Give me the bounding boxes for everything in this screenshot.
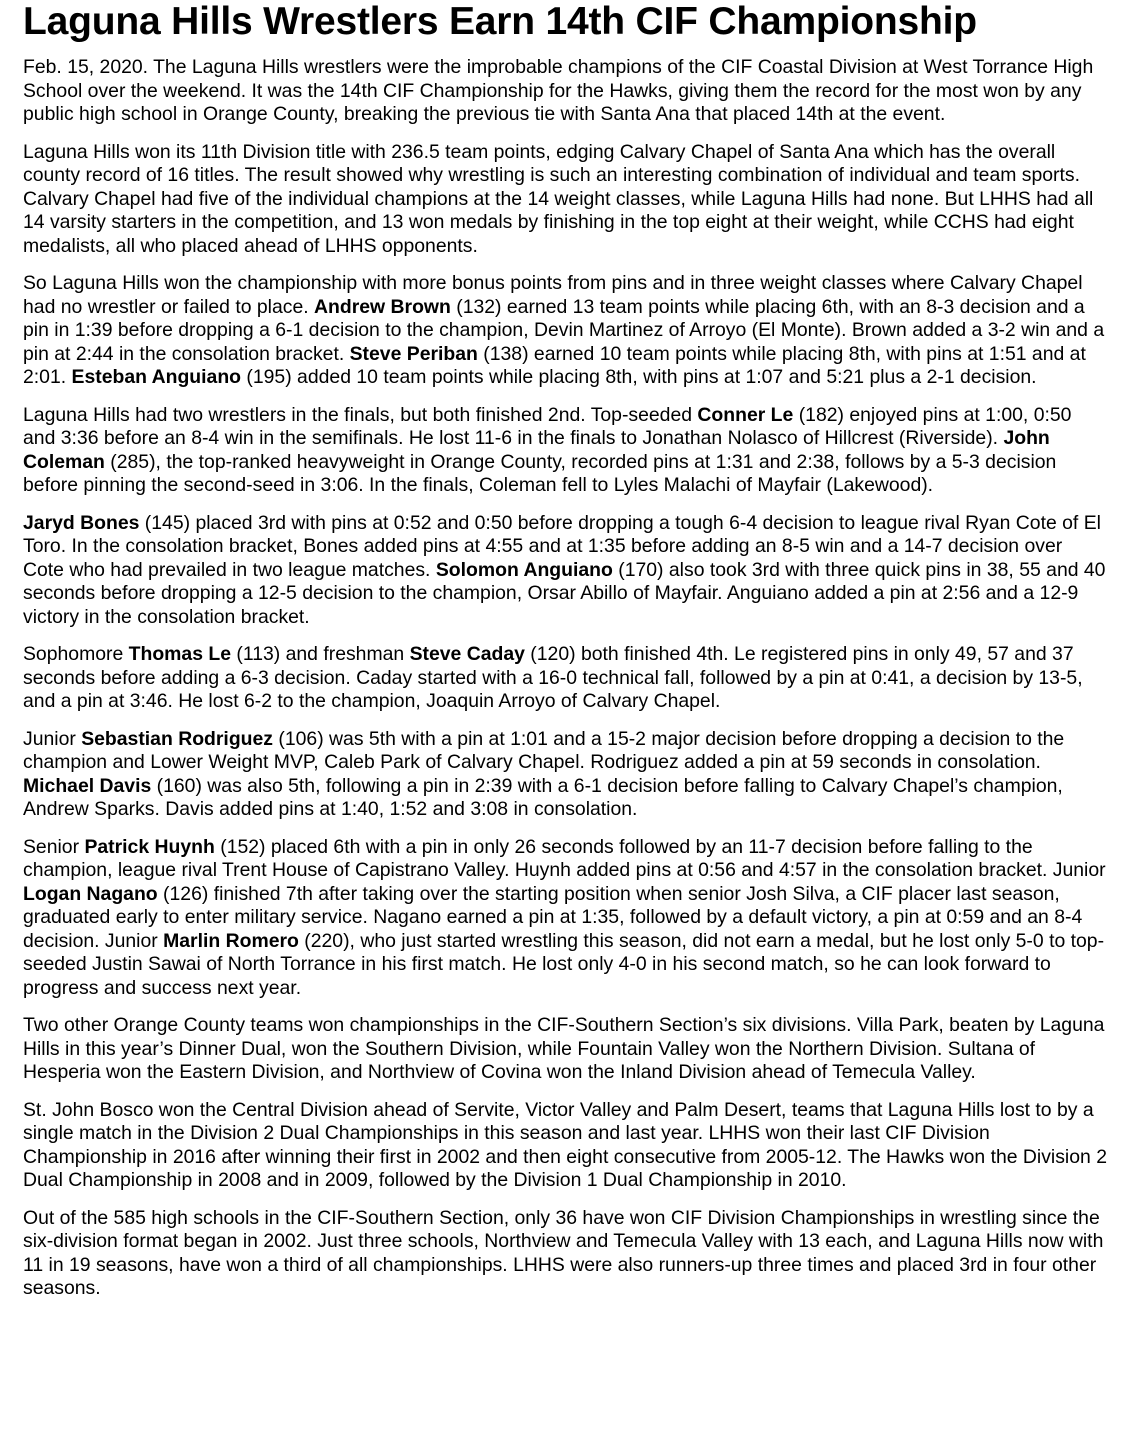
wrestler-name: Patrick Huynh	[84, 835, 215, 858]
paragraph-text: St. John Bosco won the Central Division ahead of Servite, Victor Valley and Palm Desert, teams that Laguna Hills lost to by a single match in the Division 2 Dual Championships in this season and last year. LHHS won their last CIF Division Championship in 2016 after winning their first in 2002 and then eight consecutive from 2005-12. The Hawks won the Division 2 Dual Championship in 2008 and in 2009, followed by the Division 1 Dual Championship in 2010.	[23, 1098, 1107, 1191]
wrestler-name: Logan Nagano	[23, 882, 158, 905]
paragraph-text: (138) earned 10 team points while placing 8th, with pins at 1:51 and at 2:01.	[23, 342, 1086, 388]
wrestler-name: Andrew Brown	[314, 295, 451, 318]
wrestler-name: Steve Caday	[409, 643, 525, 665]
paragraph-text: (120) both finished 4th. Le registered pins in only 49, 57 and 37 seconds before adding a 6-3 decision. Caday started with a 16-0 technical fall, followed by a pin at 0:41, a decision by 13-5, and a pin at 3:46. He lost 6-2 to the champion, Joaquin Arroyo of Calvary Chapel.	[23, 643, 1083, 712]
paragraph-text: Two other Orange County teams won championships in the CIF-Southern Section’s six divisions. Villa Park, beaten by Laguna Hills in this year’s Dinner Dual, won the Southern Division, while Fountain Valley won the Northern Division. Sultana of Hesperia won the Eastern Division, and Northview of Covina won the Inland Division ahead of Temecula Valley.	[23, 1014, 1105, 1083]
article-paragraph	[23, 1207, 1108, 1301]
paragraph-text: Junior	[23, 727, 82, 750]
wrestler-name: Thomas Le	[128, 643, 232, 665]
article-title: Laguna Hills Wrestlers Earn 14th CIF Championship	[23, 0, 977, 43]
wrestler-name: Conner Le	[697, 403, 794, 426]
paragraph-text: (160) was also 5th, following a pin in 2:39 with a 6-1 decision before falling to Calvary Chapel’s champion, Andrew Sparks. Davis added pins at 1:40, 1:52 and 3:08 in consolation.	[23, 774, 1063, 820]
article-paragraph	[23, 272, 1108, 390]
paragraph-text: (285), the top-ranked heavyweight in Orange County, recorded pins at 1:31 and 2:38, follows by a 5-3 decision before pinning the second-seed in 3:06. In the finals, Coleman fell to Lyles Malachi of Mayfair (Lakewood).	[23, 450, 1057, 496]
wrestler-name: Sebastian Rodriguez	[81, 727, 273, 750]
article-paragraph	[23, 643, 1108, 714]
paragraph-text: (220), who just started wrestling this season, did not earn a medal, but he lost only 5-0 to top-seeded Justin Sawai of North Torrance in his first match. He lost only 4-0 in his second match, so he can look forward to progress and success next year.	[23, 929, 1105, 999]
wrestler-name: John Coleman	[23, 427, 1050, 473]
article-paragraph	[23, 404, 1108, 498]
paragraph-text: Feb. 15, 2020. The Laguna Hills wrestlers were the improbable champions of the CIF Coastal Division at West Torrance High School over the weekend. It was the 14th CIF Championship for the Hawks, giving them the record for the most won by any public high school in Orange County, breaking the previous tie with Santa Ana that placed 14th at the event.	[23, 56, 1094, 125]
paragraph-text: (182) enjoyed pins at 1:00, 0:50 and 3:36 before an 8-4 win in the semifinals. He lost 11-6 in the finals to Jonathan Nolasco of Hillcrest (Riverside).	[23, 403, 1072, 449]
wrestler-name: Steve Periban	[349, 342, 478, 365]
article-paragraph	[23, 728, 1108, 822]
wrestler-name: Marlin Romero	[163, 929, 299, 952]
article-paragraph	[23, 1099, 1108, 1193]
wrestler-name: Jaryd Bones	[23, 511, 140, 534]
paragraph-text: (132) earned 13 team points while placing 6th, with an 8-3 decision and a pin in 1:39 before dropping a 6-1 decision to the champion, Devin Martinez of Arroyo (El Monte). Brown added a 3-2 win and a pin at 2:44 in the consolation bracket.	[23, 295, 1105, 365]
paragraph-text: Senior	[23, 835, 85, 858]
paragraph-text: Out of the 585 high schools in the CIF-Southern Section, only 36 have won CIF Division Championships in wrestling since the six-division format began in 2002. Just three schools, Northview and Temecula Valley with 13 each, and Laguna Hills now with 11 in 19 seasons, have won a third of all championships. LHHS were also runners-up three times and placed 3rd in four other seasons.	[23, 1206, 1104, 1299]
article-paragraph	[23, 1014, 1108, 1085]
article-body	[23, 56, 1108, 1301]
paragraph-text: (113) and freshman	[231, 643, 410, 665]
paragraph-text: Sophomore	[23, 643, 129, 665]
paragraph-text: (106) was 5th with a pin at 1:01 and a 15-2 major decision before dropping a decision to the champion and Lower Weight MVP, Caleb Park of Calvary Chapel. Rodriguez added a pin at 59 seconds in consolation.	[23, 727, 1065, 773]
paragraph-text: Laguna Hills had two wrestlers in the finals, but both finished 2nd. Top-seeded	[23, 403, 698, 426]
paragraph-text: (126) finished 7th after taking over the starting position when senior Josh Silva, a CIF placer last season, graduated early to enter military service. Nagano earned a pin at 1:35, followed by a default victory, a pin at 0:59 and an 8-4 decision. Junior	[23, 882, 1083, 952]
paragraph-text: (152) placed 6th with a pin in only 26 seconds followed by an 11-7 decision before falling to the champion, league rival Trent House of Capistrano Valley. Huynh added pins at 0:56 and 4:57 in the consolation bracket. Junior	[23, 835, 1106, 881]
paragraph-text: (145) placed 3rd with pins at 0:52 and 0:50 before dropping a tough 6-4 decision to league rival Ryan Cote of El Toro. In the consolation bracket, Bones added pins at 4:55 and at 1:35 before adding an 8-5 win and a 14-7 decision over Cote who had prevailed in two league matches.	[23, 511, 1101, 581]
article-paragraph	[23, 512, 1108, 630]
paragraph-text: (170) also took 3rd with three quick pins in 38, 55 and 40 seconds before dropping a 12-5 decision to the champion, Orsar Abillo of Mayfair. Anguiano added a pin at 2:56 and a 12-9 victory in the consolation bracket.	[23, 558, 1106, 628]
wrestler-name: Michael Davis	[23, 774, 152, 797]
article-paragraph	[23, 141, 1108, 259]
paragraph-text: Laguna Hills won its 11th Division title with 236.5 team points, edging Calvary Chapel of Santa Ana which has the overall county record of 16 titles. The result showed why wrestling is such an interesting combination of individual and team sports. Calvary Chapel had five of the individual champions at the 14 weight classes, while Laguna Hills had none. But LHHS had all 14 varsity starters in the competition, and 13 won medals by finishing in the top eight at their weight, while CCHS had eight medalists, all who placed ahead of LHHS opponents.	[23, 140, 1094, 257]
article-paragraph	[23, 56, 1108, 127]
wrestler-name: Solomon Anguiano	[435, 558, 613, 581]
article-paragraph	[23, 836, 1108, 1001]
paragraph-text: So Laguna Hills won the championship with more bonus points from pins and in three weight classes where Calvary Chapel had no wrestler or failed to place.	[23, 272, 1083, 318]
wrestler-name: Esteban Anguiano	[71, 366, 242, 388]
paragraph-text: (195) added 10 team points while placing 8th, with pins at 1:07 and 5:21 plus a 2-1 decision.	[241, 366, 1037, 388]
